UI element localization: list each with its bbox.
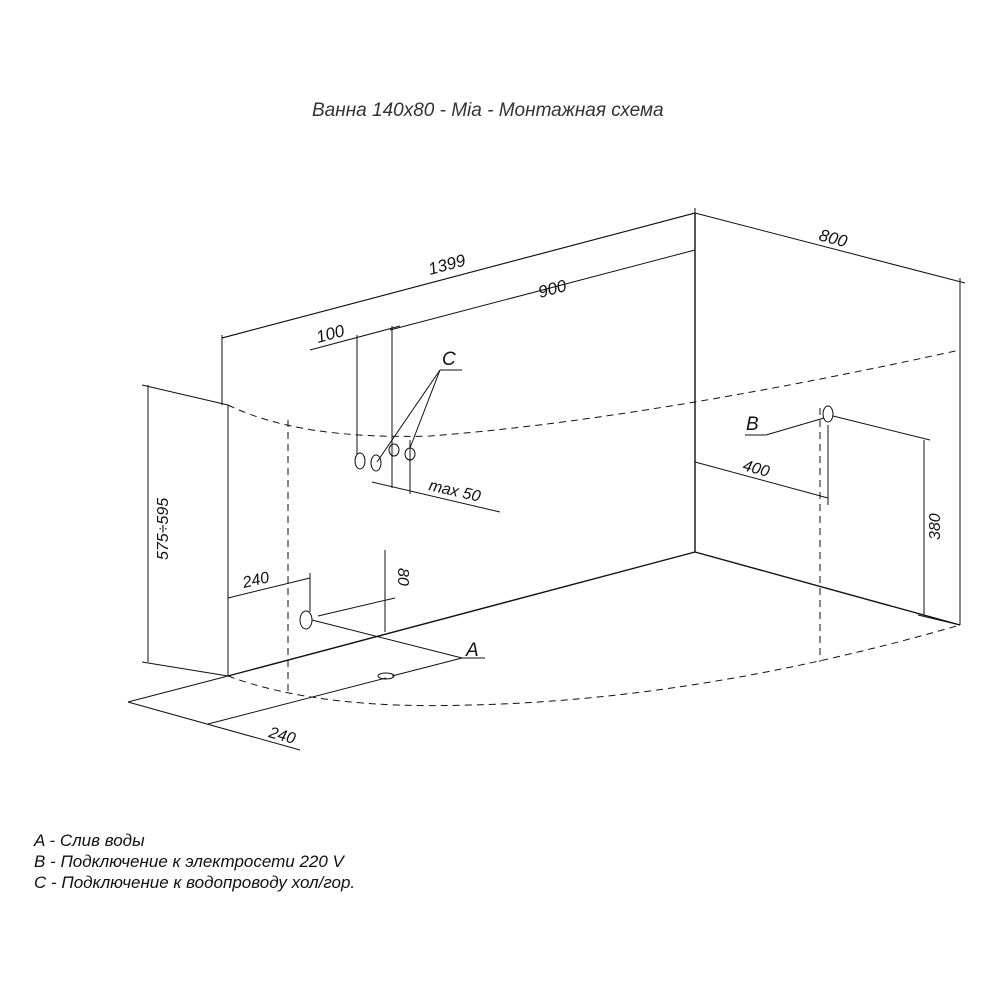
dimension-240-bottom [128, 676, 386, 750]
legend-item-c: C - Подключение к водопроводу хол/гор. [34, 873, 356, 892]
dimension-height-range [142, 385, 228, 676]
marker-c-group [355, 349, 462, 471]
dimension-1399 [222, 208, 695, 405]
bathtub-walls [222, 213, 965, 676]
marker-a-group [300, 611, 485, 679]
dimension-400 [695, 425, 828, 505]
water-inlet-cold-icon [355, 453, 365, 469]
side-wall-top-line [695, 213, 965, 283]
dimension-240-top [228, 569, 310, 612]
dimension-max-50 [372, 440, 500, 512]
dim-400-label: 400 [740, 457, 772, 481]
dim-900-label: 900 [536, 276, 569, 302]
legend [34, 830, 355, 893]
marker-a-label: A [466, 640, 479, 661]
marker-b-label: B [746, 414, 759, 435]
electrical-outlet-icon [823, 406, 833, 422]
diagram-title: Ванна 140х80 - Mia - Монтажная схема [312, 100, 664, 121]
dim-240-top-label: 240 [241, 569, 271, 592]
dimension-80 [318, 550, 411, 632]
water-inlet-upper-left-icon [389, 444, 399, 456]
drain-outlet-icon [300, 611, 312, 629]
dimension-800 [817, 226, 850, 252]
dimension-380 [833, 416, 960, 625]
legend-item-b: B - Подключение к электросети 220 V [34, 852, 344, 871]
legend-item-a: A - Слив воды [34, 831, 145, 850]
dim-max-50-label: max 50 [427, 477, 483, 506]
dimension-100 [310, 321, 400, 455]
dim-240-bottom-label: 240 [266, 724, 298, 748]
dim-height-range-label: 575÷595 [155, 497, 172, 560]
water-inlet-hot-icon [371, 455, 381, 471]
dim-1399-label: 1399 [426, 250, 468, 279]
dim-380-label: 380 [927, 513, 944, 540]
dim-800-label: 800 [816, 225, 850, 252]
tub-top-curve [228, 350, 960, 436]
dim-100-label: 100 [314, 321, 347, 347]
tub-bottom-curve [228, 625, 960, 706]
marker-c-label: C [442, 349, 456, 370]
floor-side-line [695, 552, 960, 625]
tub-outline [228, 350, 960, 706]
dim-80-label: 80 [394, 568, 411, 586]
